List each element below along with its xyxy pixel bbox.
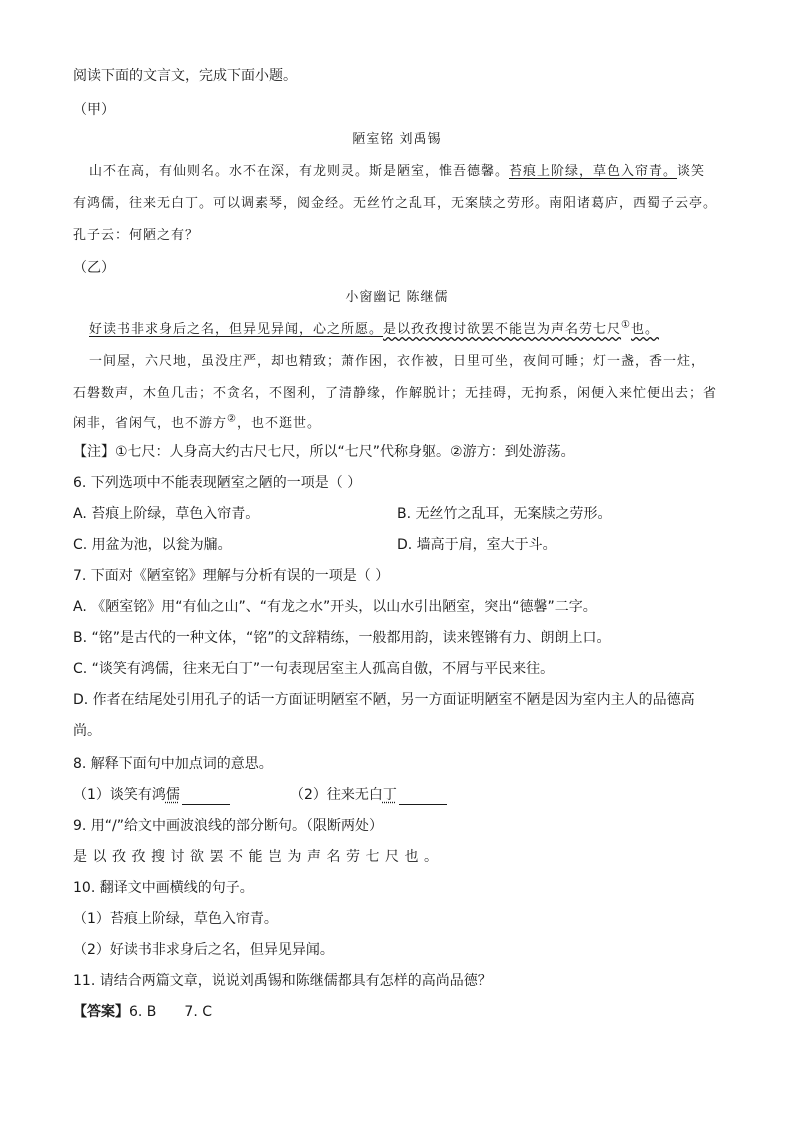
passage-yi-line-3: 石磐数声，木鱼几击；不贪名，不图利，了清静缘，作解脱计；无挂碍，无拘系，闲便入来忙便出去；省 <box>73 386 718 401</box>
underlined-sentence: 苔痕上阶绿，草色入帘青。 <box>509 164 678 179</box>
question-8-item-1 <box>73 785 230 805</box>
question-9-sentence: 是以孜孜搜讨欲罢不能岂为声名劳七尺也。 <box>73 849 444 865</box>
footnote-text: 【注】①七尺：人身高大约古尺七尺，所以“七尺”代称身躯。②游方：到处游荡。 <box>73 444 575 460</box>
dotted-word: 丁 <box>382 787 397 803</box>
question-7-option-d-cont: 尚。 <box>73 723 101 739</box>
question-7-option-d: D. 作者在结尾处引用孔子的话一方面证明陋室不陋，另一方面证明陋室不陋是因为室内主人的品德高 <box>73 692 695 708</box>
passage-text: ，也不逛世。 <box>236 416 321 431</box>
passage-text: 山不在高，有仙则名。水不在深，有龙则灵。斯是陋室，惟吾德馨。 <box>89 164 510 179</box>
question-9-stem: 9. 用“/”给文中画波浪线的部分断句。（限断两处） <box>73 818 384 834</box>
question-7-option-c: C. “谈笑有鸿儒，往来无白丁”一句表现居室主人孤高自傲，不屑与平民来往。 <box>73 661 555 677</box>
question-7-stem: 7. 下面对《陋室铭》理解与分析有误的一项是（ ） <box>73 568 390 584</box>
question-7-option-b: B. “铭”是古代的一种文体，“铭”的文辞精练，一般都用韵，读来铿锵有力、朗朗上口。 <box>73 630 611 646</box>
section-label-jia: （甲） <box>73 102 115 118</box>
question-text: （2）往来无白 <box>290 787 383 803</box>
passage-yi-line-4 <box>73 414 321 434</box>
dotted-word: 儒 <box>165 787 180 803</box>
passage-yi-line-2: 一间屋，六尺地，虽没庄严，却也精致；萧作困，衣作被，日里可坐，夜间可睡；灯一盏，香一炷， <box>89 354 706 369</box>
passage-title-yi: 小窗幽记 陈继儒 <box>345 290 449 305</box>
passage-title-jia: 陋室铭 刘禹锡 <box>352 132 442 147</box>
passage-jia-line-2: 有鸿儒，往来无白丁。可以调素琴，阅金经。无丝竹之乱耳，无案牍之劳形。南阳诸葛庐，西蜀子云亭。 <box>73 196 718 211</box>
footnote-marker: ① <box>621 319 631 331</box>
passage-text: 闲非，省闲气，也不游方 <box>73 416 228 431</box>
answer-blank[interactable] <box>182 790 230 805</box>
passage-yi-line-1 <box>89 320 659 340</box>
question-10-item-2: （2）好读书非求身后之名，但异见异闻。 <box>73 942 334 958</box>
wavy-underlined-sentence: 是以孜孜搜讨欲罢不能岂为声名劳七尺 <box>383 322 622 337</box>
wavy-underlined-sentence: 也。 <box>631 322 660 337</box>
question-10-item-1: （1）苔痕上阶绿，草色入帘青。 <box>73 911 278 927</box>
passage-jia-line-3: 孔子云：何陋之有？ <box>73 228 200 243</box>
question-6-option-b: B. 无丝竹之乱耳，无案牍之劳形。 <box>397 506 612 522</box>
question-text: （1）谈笑有鸿 <box>73 787 166 803</box>
question-7-option-a: A. 《陋室铭》用“有仙之山”、“有龙之水”开头，以山水引出陋室，突出“德馨”二字。 <box>73 599 597 615</box>
answer-line <box>73 1002 212 1022</box>
instruction-text: 阅读下面的文言文，完成下面小题。 <box>73 68 297 84</box>
underlined-sentence: 好读书非求身后之名，但异见异闻，心之所愿。 <box>89 322 384 337</box>
question-6-stem: 6. 下列选项中不能表现陋室之陋的一项是（ ） <box>73 475 362 491</box>
passage-jia-line-1 <box>89 162 705 182</box>
footnote-marker: ② <box>227 413 237 425</box>
question-8-item-2 <box>290 785 447 805</box>
answer-label: 【答案】 <box>73 1004 129 1020</box>
question-6-option-a: A. 苔痕上阶绿，草色入帘青。 <box>73 506 260 522</box>
answer-7: 7. C <box>184 1004 213 1020</box>
passage-text: 谈笑 <box>677 164 706 179</box>
question-11-stem: 11. 请结合两篇文章，说说刘禹锡和陈继儒都具有怎样的高尚品德？ <box>73 973 492 989</box>
question-10-stem: 10. 翻译文中画横线的句子。 <box>73 880 254 896</box>
answer-blank[interactable] <box>399 790 447 805</box>
section-label-yi: （乙） <box>73 260 115 276</box>
question-6-option-c: C. 用盆为池，以瓮为牖。 <box>73 537 232 553</box>
question-6-option-d: D. 墙高于肩，室大于斗。 <box>397 537 557 553</box>
question-8-stem: 8. 解释下面句中加点词的意思。 <box>73 756 273 772</box>
answer-6: 6. B <box>129 1004 157 1020</box>
